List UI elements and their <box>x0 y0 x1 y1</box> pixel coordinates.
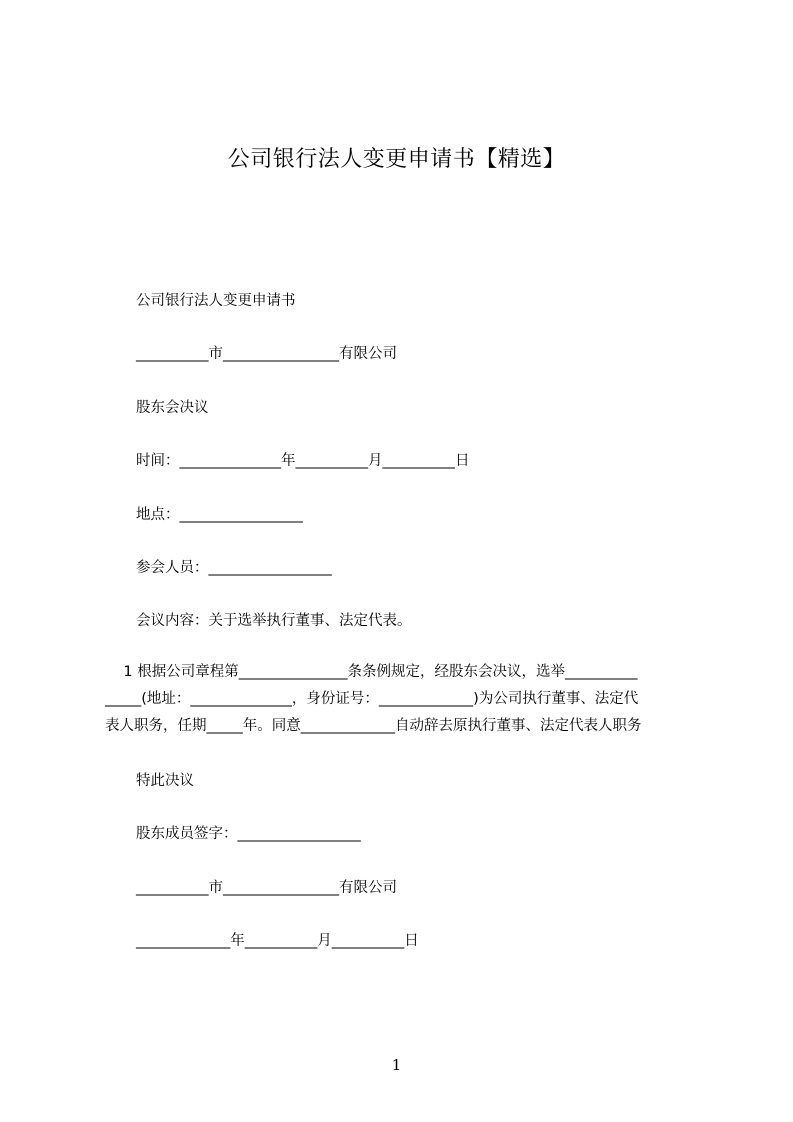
subtitle: 公司银行法人变更申请书 <box>136 293 296 309</box>
company-line: __________市________________有限公司 <box>136 346 397 362</box>
special-resolution-line: 特此决议 <box>136 773 194 789</box>
item-1-paragraph <box>105 659 705 740</box>
time-line: 时间：______________年__________月__________日 <box>136 453 470 469</box>
item-1-line-2: _____(地址：______________，身份证号：_____________)为公司执行董事、法定代 <box>105 691 639 707</box>
item-1-line-1: 1 根据公司章程第_______________条条例规定，经股东会决议，选举__________ <box>105 664 638 680</box>
resolution-heading: 股东会决议 <box>136 400 209 416</box>
company-line-2: __________市________________有限公司 <box>136 880 397 896</box>
date-line: _____________年__________月__________日 <box>136 933 419 949</box>
signature-line: 股东成员签字：_________________ <box>136 826 361 842</box>
document-title: 公司银行法人变更申请书【精选】 <box>227 147 566 172</box>
item-1-line-3: 表人职务，任期_____年。同意_____________自动辞去原执行董事、法定代表人职务 <box>105 718 642 734</box>
page-number: 1 <box>391 1056 402 1074</box>
attendees-line: 参会人员：_________________ <box>136 560 332 576</box>
meeting-content-line: 会议内容：关于选举执行董事、法定代表。 <box>136 613 412 629</box>
place-line: 地点：_________________ <box>136 507 303 523</box>
